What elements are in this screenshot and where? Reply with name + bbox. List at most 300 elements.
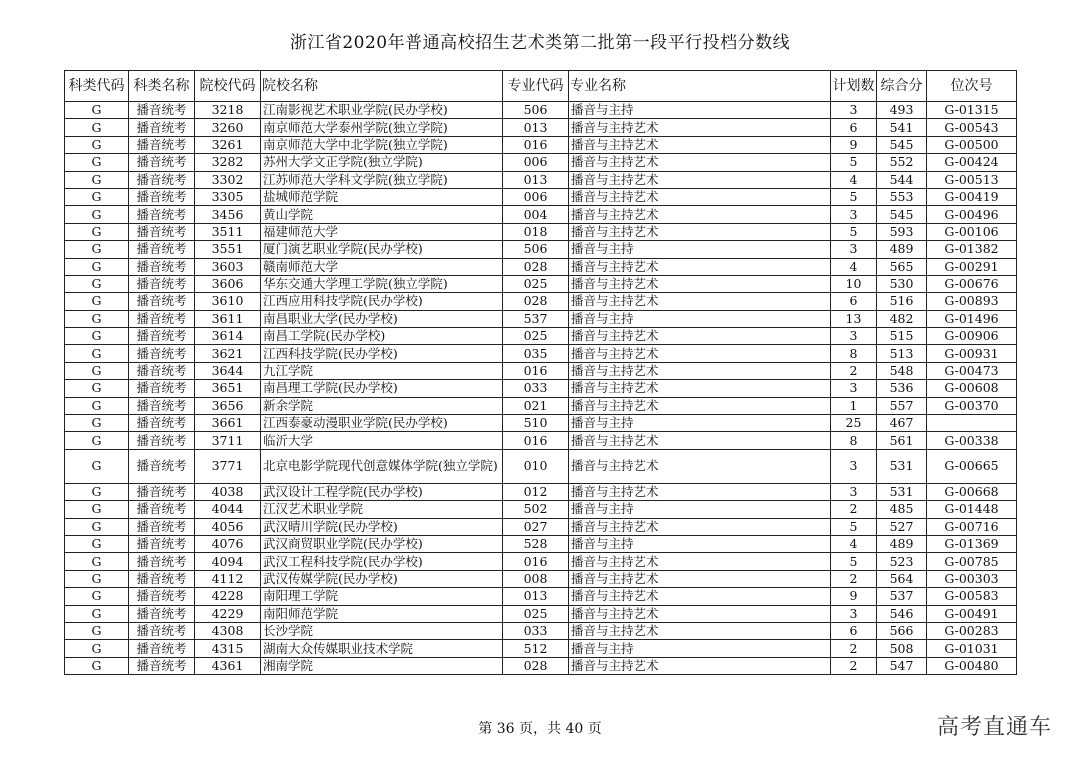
cell-rank: G-00106 [927,223,1017,240]
cell-school-code: 4315 [195,640,261,657]
cell-category-name: 播音统考 [129,622,195,639]
cell-school-code: 3621 [195,345,261,362]
cell-score: 566 [877,622,927,639]
cell-school-code: 4094 [195,553,261,570]
cell-school-name: 华东交通大学理工学院(独立学院) [261,275,503,292]
cell-major-code: 013 [503,588,569,605]
cell-major-name: 播音与主持艺术 [569,206,831,223]
table-row [65,397,1017,414]
header-rank: 位次号 [927,71,1017,102]
cell-rank: G-00906 [927,328,1017,345]
cell-school-name: 南昌理工学院(民办学校) [261,380,503,397]
cell-major-code: 028 [503,657,569,674]
cell-rank: G-00665 [927,449,1017,483]
cell-major-name: 播音与主持艺术 [569,588,831,605]
header-score: 综合分 [877,71,927,102]
cell-rank: G-00370 [927,397,1017,414]
cell-rank: G-00583 [927,588,1017,605]
cell-major-code: 016 [503,362,569,379]
cell-major-code: 016 [503,553,569,570]
cell-school-code: 4076 [195,535,261,552]
cell-category-name: 播音统考 [129,605,195,622]
cell-school-name: 九江学院 [261,362,503,379]
cell-plan-count: 3 [831,605,877,622]
cell-school-code: 4112 [195,570,261,587]
cell-school-name: 黄山学院 [261,206,503,223]
cell-rank [927,415,1017,432]
cell-category-code: G [65,345,129,362]
cell-major-code: 028 [503,258,569,275]
cell-category-code: G [65,241,129,258]
cell-plan-count: 1 [831,397,877,414]
cell-major-name: 播音与主持艺术 [569,622,831,639]
table-row [65,415,1017,432]
table-row [65,119,1017,136]
cell-major-name: 播音与主持 [569,102,831,119]
cell-major-code: 006 [503,188,569,205]
cell-category-name: 播音统考 [129,345,195,362]
cell-category-code: G [65,397,129,414]
header-major-name: 专业名称 [569,71,831,102]
cell-rank: G-00931 [927,345,1017,362]
cell-plan-count: 2 [831,362,877,379]
cell-school-code: 3551 [195,241,261,258]
cell-category-code: G [65,102,129,119]
cell-plan-count: 9 [831,136,877,153]
cell-school-name: 江南影视艺术职业学院(民办学校) [261,102,503,119]
table-row [65,657,1017,674]
cell-plan-count: 8 [831,432,877,449]
cell-school-name: 湖南大众传媒职业技术学院 [261,640,503,657]
cell-plan-count: 25 [831,415,877,432]
cell-category-code: G [65,136,129,153]
cell-school-name: 南昌工学院(民办学校) [261,328,503,345]
cell-school-name: 北京电影学院现代创意媒体学院(独立学院) [261,449,503,483]
cell-category-code: G [65,657,129,674]
table-row [65,102,1017,119]
cell-school-name: 江西应用科技学院(民办学校) [261,293,503,310]
cell-category-code: G [65,119,129,136]
cell-school-name: 长沙学院 [261,622,503,639]
cell-major-name: 播音与主持艺术 [569,136,831,153]
header-major-code: 专业代码 [503,71,569,102]
table-row [65,310,1017,327]
cell-score: 545 [877,136,927,153]
cell-category-name: 播音统考 [129,397,195,414]
cell-category-code: G [65,275,129,292]
cell-category-name: 播音统考 [129,553,195,570]
cell-school-name: 湘南学院 [261,657,503,674]
cell-category-code: G [65,223,129,240]
cell-score: 489 [877,241,927,258]
cell-score: 541 [877,119,927,136]
table-row [65,622,1017,639]
cell-school-code: 4038 [195,483,261,500]
cell-plan-count: 6 [831,293,877,310]
cell-major-name: 播音与主持艺术 [569,483,831,500]
cell-school-code: 3218 [195,102,261,119]
cell-score: 547 [877,657,927,674]
cell-category-name: 播音统考 [129,570,195,587]
cell-rank: G-01031 [927,640,1017,657]
cell-score: 513 [877,345,927,362]
header-plan-count: 计划数 [831,71,877,102]
cell-category-code: G [65,640,129,657]
cell-plan-count: 6 [831,622,877,639]
table-row [65,275,1017,292]
cell-major-name: 播音与主持艺术 [569,362,831,379]
cell-major-code: 027 [503,518,569,535]
cell-major-name: 播音与主持 [569,310,831,327]
cell-category-name: 播音统考 [129,241,195,258]
cell-category-code: G [65,362,129,379]
cell-major-name: 播音与主持艺术 [569,570,831,587]
cell-score: 467 [877,415,927,432]
cell-school-code: 3771 [195,449,261,483]
cell-major-name: 播音与主持艺术 [569,223,831,240]
table-row [65,449,1017,483]
cell-category-name: 播音统考 [129,188,195,205]
cell-category-code: G [65,171,129,188]
cell-category-code: G [65,293,129,310]
cell-score: 485 [877,501,927,518]
cell-major-name: 播音与主持艺术 [569,397,831,414]
cell-category-name: 播音统考 [129,432,195,449]
cell-category-code: G [65,570,129,587]
cell-school-code: 3644 [195,362,261,379]
cell-school-name: 厦门演艺职业学院(民办学校) [261,241,503,258]
page-title: 浙江省2020年普通高校招生艺术类第二批第一段平行投档分数线 [289,33,791,53]
cell-major-name: 播音与主持艺术 [569,380,831,397]
cell-school-name: 武汉商贸职业学院(民办学校) [261,535,503,552]
cell-school-name: 福建师范大学 [261,223,503,240]
cell-major-name: 播音与主持艺术 [569,449,831,483]
cell-category-name: 播音统考 [129,275,195,292]
cell-rank: G-00303 [927,570,1017,587]
header-category-name: 科类名称 [129,71,195,102]
cell-plan-count: 10 [831,275,877,292]
cell-score: 544 [877,171,927,188]
cell-rank: G-01496 [927,310,1017,327]
cell-school-name: 赣南师范大学 [261,258,503,275]
cell-plan-count: 5 [831,518,877,535]
cell-school-code: 4361 [195,657,261,674]
cell-category-name: 播音统考 [129,293,195,310]
cell-category-name: 播音统考 [129,119,195,136]
cell-category-name: 播音统考 [129,657,195,674]
cell-score: 516 [877,293,927,310]
cell-category-name: 播音统考 [129,483,195,500]
cell-rank: G-00496 [927,206,1017,223]
cell-category-name: 播音统考 [129,380,195,397]
cell-major-code: 010 [503,449,569,483]
cell-school-code: 4044 [195,501,261,518]
cell-category-code: G [65,535,129,552]
table-row [65,171,1017,188]
table-row [65,501,1017,518]
cell-category-code: G [65,588,129,605]
cell-plan-count: 5 [831,188,877,205]
cell-major-name: 播音与主持 [569,640,831,657]
cell-score: 530 [877,275,927,292]
cell-school-code: 3656 [195,397,261,414]
cell-major-name: 播音与主持艺术 [569,171,831,188]
cell-rank: G-01369 [927,535,1017,552]
cell-major-code: 004 [503,206,569,223]
cell-category-code: G [65,622,129,639]
cell-major-name: 播音与主持 [569,241,831,258]
cell-rank: G-00785 [927,553,1017,570]
cell-category-code: G [65,553,129,570]
cell-major-name: 播音与主持艺术 [569,657,831,674]
cell-major-name: 播音与主持艺术 [569,345,831,362]
cell-category-code: G [65,328,129,345]
cell-school-code: 3282 [195,154,261,171]
cell-major-code: 013 [503,119,569,136]
cell-rank: G-00480 [927,657,1017,674]
cell-score: 489 [877,535,927,552]
table-row [65,553,1017,570]
cell-rank: G-01448 [927,501,1017,518]
cell-school-code: 3456 [195,206,261,223]
cell-rank: G-00424 [927,154,1017,171]
cell-plan-count: 4 [831,258,877,275]
table-row [65,328,1017,345]
cell-school-code: 3661 [195,415,261,432]
cell-score: 557 [877,397,927,414]
cell-plan-count: 5 [831,553,877,570]
cell-school-code: 4056 [195,518,261,535]
cell-school-name: 新余学院 [261,397,503,414]
cell-rank: G-00513 [927,171,1017,188]
table-row [65,640,1017,657]
cell-category-name: 播音统考 [129,362,195,379]
cell-plan-count: 3 [831,449,877,483]
table-row [65,483,1017,500]
cell-category-code: G [65,154,129,171]
cell-school-code: 3603 [195,258,261,275]
cell-plan-count: 2 [831,570,877,587]
cell-rank: G-00283 [927,622,1017,639]
cell-category-code: G [65,518,129,535]
cell-category-code: G [65,380,129,397]
table-row [65,136,1017,153]
cell-major-code: 025 [503,328,569,345]
cell-major-name: 播音与主持艺术 [569,328,831,345]
table-row [65,362,1017,379]
table-row [65,570,1017,587]
cell-major-code: 012 [503,483,569,500]
cell-major-code: 537 [503,310,569,327]
cell-score: 545 [877,206,927,223]
cell-category-name: 播音统考 [129,310,195,327]
cell-plan-count: 8 [831,345,877,362]
cell-major-code: 016 [503,432,569,449]
header-category-code: 科类代码 [65,71,129,102]
cell-category-code: G [65,188,129,205]
cell-category-name: 播音统考 [129,171,195,188]
cell-major-name: 播音与主持艺术 [569,605,831,622]
cell-score: 548 [877,362,927,379]
cell-plan-count: 6 [831,119,877,136]
cell-score: 531 [877,449,927,483]
table-row [65,432,1017,449]
table-row [65,206,1017,223]
cell-score: 561 [877,432,927,449]
page-footer: 第 36 页，共 40 页 [478,721,602,737]
cell-major-code: 021 [503,397,569,414]
cell-score: 523 [877,553,927,570]
cell-school-name: 江西泰豪动漫职业学院(民办学校) [261,415,503,432]
cell-rank: G-00893 [927,293,1017,310]
cell-major-code: 035 [503,345,569,362]
table-row [65,605,1017,622]
cell-school-code: 3261 [195,136,261,153]
cell-plan-count: 4 [831,535,877,552]
cell-category-name: 播音统考 [129,518,195,535]
cell-school-code: 3305 [195,188,261,205]
cell-major-code: 028 [503,293,569,310]
cell-school-code: 3606 [195,275,261,292]
cell-rank: G-00543 [927,119,1017,136]
cell-category-code: G [65,310,129,327]
cell-category-name: 播音统考 [129,206,195,223]
cell-category-name: 播音统考 [129,136,195,153]
cell-major-code: 512 [503,640,569,657]
cell-plan-count: 13 [831,310,877,327]
cell-major-name: 播音与主持艺术 [569,518,831,535]
cell-major-name: 播音与主持 [569,501,831,518]
cell-major-code: 025 [503,275,569,292]
table-row [65,188,1017,205]
cell-rank: G-01315 [927,102,1017,119]
table-row [65,518,1017,535]
cell-school-name: 江苏师范大学科文学院(独立学院) [261,171,503,188]
cell-major-name: 播音与主持艺术 [569,293,831,310]
cell-major-code: 006 [503,154,569,171]
cell-major-name: 播音与主持艺术 [569,432,831,449]
cell-category-name: 播音统考 [129,415,195,432]
cell-school-name: 南昌职业大学(民办学校) [261,310,503,327]
cell-school-code: 3610 [195,293,261,310]
cell-category-name: 播音统考 [129,258,195,275]
cell-school-code: 3260 [195,119,261,136]
cell-school-name: 武汉工程科技学院(民办学校) [261,553,503,570]
cell-school-name: 江西科技学院(民办学校) [261,345,503,362]
table-row [65,380,1017,397]
cell-major-code: 018 [503,223,569,240]
cell-major-code: 506 [503,241,569,258]
cell-major-code: 506 [503,102,569,119]
cell-school-name: 盐城师范学院 [261,188,503,205]
cell-major-name: 播音与主持艺术 [569,275,831,292]
cell-score: 515 [877,328,927,345]
cell-category-name: 播音统考 [129,449,195,483]
cell-plan-count: 9 [831,588,877,605]
cell-plan-count: 3 [831,206,877,223]
cell-rank: G-00608 [927,380,1017,397]
cell-school-code: 4229 [195,605,261,622]
cell-rank: G-00491 [927,605,1017,622]
cell-school-code: 3651 [195,380,261,397]
watermark: 高考直通车 [936,715,1052,740]
table-row [65,345,1017,362]
cell-school-code: 3614 [195,328,261,345]
cell-category-code: G [65,483,129,500]
cell-score: 546 [877,605,927,622]
cell-category-code: G [65,501,129,518]
cell-score: 531 [877,483,927,500]
cell-major-code: 510 [503,415,569,432]
cell-score: 552 [877,154,927,171]
table-row [65,154,1017,171]
cell-school-name: 苏州大学文正学院(独立学院) [261,154,503,171]
cell-plan-count: 3 [831,483,877,500]
cell-plan-count: 4 [831,171,877,188]
cell-score: 508 [877,640,927,657]
cell-rank: G-00500 [927,136,1017,153]
cell-major-name: 播音与主持艺术 [569,258,831,275]
cell-plan-count: 5 [831,223,877,240]
cell-school-name: 武汉晴川学院(民办学校) [261,518,503,535]
cell-category-name: 播音统考 [129,223,195,240]
cell-major-name: 播音与主持艺术 [569,188,831,205]
cell-rank: G-00338 [927,432,1017,449]
table-row [65,223,1017,240]
cell-major-code: 016 [503,136,569,153]
cell-major-code: 013 [503,171,569,188]
cell-category-code: G [65,605,129,622]
table-body [65,102,1017,675]
cell-plan-count: 3 [831,102,877,119]
cell-school-name: 江汉艺术职业学院 [261,501,503,518]
cell-major-name: 播音与主持 [569,415,831,432]
cell-category-name: 播音统考 [129,102,195,119]
cell-school-name: 武汉设计工程学院(民办学校) [261,483,503,500]
cell-score: 493 [877,102,927,119]
header-school-code: 院校代码 [195,71,261,102]
cell-major-code: 025 [503,605,569,622]
cell-rank: G-00668 [927,483,1017,500]
cell-major-code: 033 [503,622,569,639]
cell-school-name: 南京师范大学泰州学院(独立学院) [261,119,503,136]
cell-score: 553 [877,188,927,205]
cell-plan-count: 3 [831,328,877,345]
table-row [65,241,1017,258]
cell-score: 537 [877,588,927,605]
cell-major-name: 播音与主持艺术 [569,553,831,570]
cell-school-name: 南阳师范学院 [261,605,503,622]
cell-category-name: 播音统考 [129,154,195,171]
cell-plan-count: 3 [831,380,877,397]
table-row [65,535,1017,552]
cell-category-name: 播音统考 [129,535,195,552]
cell-category-name: 播音统考 [129,501,195,518]
cell-category-code: G [65,206,129,223]
cell-school-code: 3302 [195,171,261,188]
cell-category-name: 播音统考 [129,588,195,605]
cell-major-code: 033 [503,380,569,397]
cell-major-code: 008 [503,570,569,587]
cell-score: 527 [877,518,927,535]
cell-school-name: 武汉传媒学院(民办学校) [261,570,503,587]
cell-category-name: 播音统考 [129,328,195,345]
cell-rank: G-00473 [927,362,1017,379]
cell-category-code: G [65,449,129,483]
cell-school-code: 4308 [195,622,261,639]
cell-score: 593 [877,223,927,240]
cell-rank: G-00716 [927,518,1017,535]
